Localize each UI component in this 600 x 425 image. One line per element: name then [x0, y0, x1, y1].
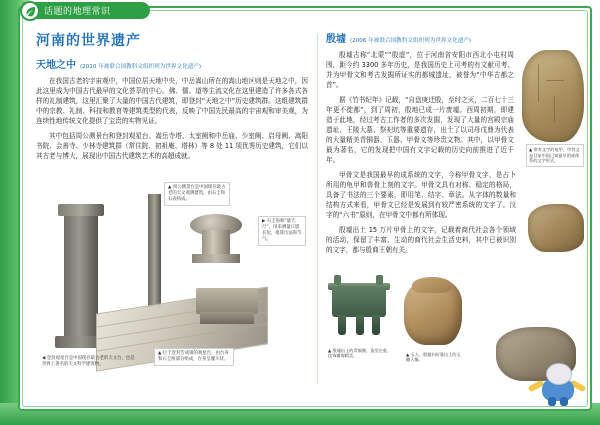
- observatory-photo: [184, 214, 248, 264]
- caption-shigui: ▶ 石圭俗称“量天尺”，用来测量日影长短，推算历法和节气。: [258, 216, 306, 246]
- right-column: [326, 30, 584, 390]
- left-photo-zone: [36, 180, 308, 390]
- right-section-heading-note: (2006 年被联合国教科文组织列为世界文化遗产): [350, 38, 472, 44]
- section-heading-note: (2010 年被联合国教科文组织列为世界文化遗产): [80, 64, 202, 70]
- section-heading-text: 天地之中: [36, 60, 76, 71]
- section-heading: [36, 56, 308, 71]
- caption-oracle-bone-top: ▲ 带有文字的龟甲，甲骨文是目前中国已知最早的成体系的文字形式。: [526, 144, 584, 167]
- oracle-bone-photo: [522, 50, 584, 142]
- oracle-bone-2-photo: [528, 204, 584, 252]
- jade-figure-photo: [404, 279, 462, 345]
- left-paragraph-1: 在我国古老的宇宙观中，中国位居天地中央，中岳嵩山所在的嵩山地区则是天地之中，因此这里成为中国古代最早的文化荟萃的中心。佛、儒、道等主流文化在这里建造了许多各式各样的礼制建筑，这里汇聚了大量的中国古代建筑，即登封“天地之中”历史建筑群。这组建筑群中的宗教、礼制、科技和教育等建筑类型的代表，反映了中国先民最高的宇宙观和审美观，为连续性地传统文化提供了宝贵的实物见证。: [36, 77, 308, 125]
- mascot-character: [532, 363, 584, 407]
- right-paragraph-4: 殷墟出土 15 万片甲骨上的文字，记载着商代社会各个领域的活动，保留了丰富、生动的商代社会生活史料，其中已被识别的文字，都与殷商王朝有关。: [326, 226, 516, 254]
- right-section-heading: [326, 30, 584, 45]
- left-paragraph-2: 其中包括周公测景台和登封观星台、嵩岳寺塔、太室阙和中岳庙、少室阙、启母阙、嵩阳书院、会善寺、少林寺建筑群（常住院、初祖庵、塔林）等 8 处 11 项优秀历史建筑，它们以其古老与博大，展现出中国古代建筑艺术的高超成就。: [36, 132, 308, 160]
- right-paragraph-3: 甲骨文是我国最早的成系统的文字，今称甲骨文字，是占卜所用的龟甲和兽骨上刻的文字。甲骨文具有对称、稳定的格局，具备了书法的三个要素，即用笔、结字、章法。从字体的数量和结构方式来看，甲骨文已经是发展到有较严密系统的文字了。汉字的“六书”原则，在甲骨文中都有所体现。: [326, 171, 516, 219]
- right-section-heading-text: 殷墟: [326, 34, 346, 45]
- leaf-icon: [20, 1, 40, 21]
- stone-pillar-photo: [64, 212, 98, 338]
- left-column: [36, 30, 308, 390]
- caption-jade-figure: ▲ 玉人，殷墟妇好墓出土的玉雕人像。: [404, 350, 466, 365]
- column-divider: [317, 34, 318, 384]
- header-tab: [22, 2, 150, 19]
- caption-bronze-ding: ▲ 殷墟出土的青铜鼎，造型庄重，纹饰繁缛精美。: [326, 346, 396, 361]
- page-title: 河南的世界遗产: [36, 33, 141, 49]
- header-tab-label: 话题的地理常识: [44, 7, 111, 17]
- caption-gaocheng: ▲ 位于登封告成镇的观星台，由台身和石圭两部分组成，台身呈覆斗状。: [154, 348, 234, 366]
- right-paragraph-1: 殷墟古称“北蒙”“殷虚”，位于河南省安阳市西北小屯村周围，距今约 3300 多年历史，是我国历史上可考的有文献可考、并为甲骨文和考古发掘所证实的都城遗址，被誉为“中华古都之首”。: [326, 51, 514, 89]
- gaocheng-platform-photo: [196, 288, 258, 328]
- caption-zhougong: ▲ 周公测景台是中国现存最古老的天文观测建筑，由石圭和石表构成。: [164, 182, 230, 206]
- bronze-ding-photo: [326, 277, 392, 339]
- stone-gnomon-photo: [148, 194, 161, 314]
- caption-observatory: ◀ 登封观星台是中国现存最古老的天文台，也是世界上著名的天文科学建筑物。: [42, 356, 135, 367]
- content-area: [36, 30, 584, 390]
- right-paragraph-2: 据《竹书纪年》记载，“自盘庚迁殷，至纣之灭，二百七十三年更不徙都”，到了周初，殷地已成一片废墟。西周初期，即建造于此地，经过考古工作者的多次发掘，发现了大量的宫殿宗庙遗址、王陵大墓、祭祀坑等重要遗存，出土了以司母戊鼎为代表的大量精美青铜器、玉器、甲骨文等珍贵文物。其中，以甲骨文最为著名，它的发现把中国有文字记载的历史向前推进了近千年。: [326, 96, 514, 164]
